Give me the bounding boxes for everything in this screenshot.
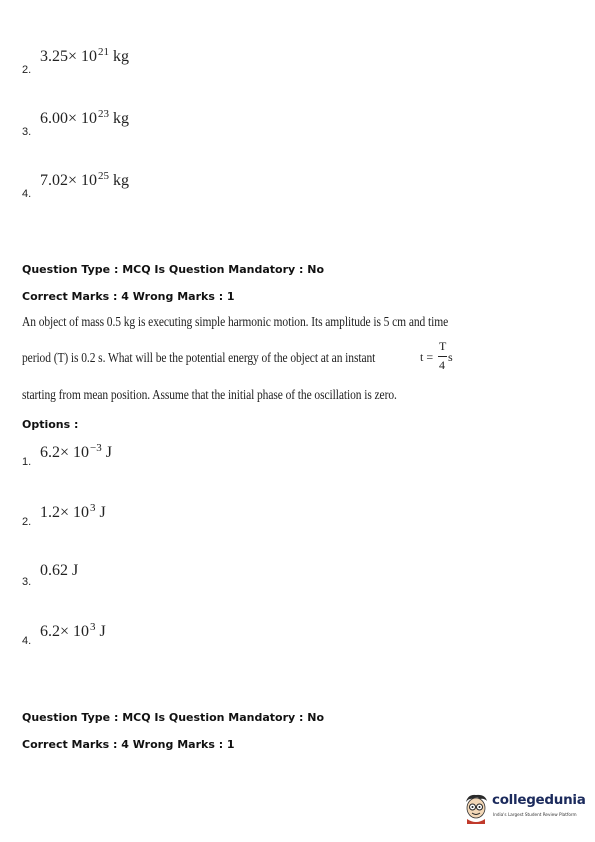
- formula-lhs: t =: [420, 350, 434, 364]
- option-value: [40, 562, 78, 580]
- option-exponent: 21: [98, 46, 110, 58]
- option-value: [40, 502, 106, 522]
- option-value: [40, 108, 129, 128]
- option-number: 3.: [22, 126, 32, 138]
- logo-wordmark: collegedunia: [492, 792, 586, 808]
- option-exponent: 3: [90, 502, 96, 514]
- option-unit: J: [99, 623, 106, 640]
- option-number: 2.: [22, 64, 32, 76]
- option-value: [40, 170, 129, 190]
- option-unit: kg: [113, 110, 130, 127]
- option-value: [40, 46, 129, 66]
- student-mascot-icon: [462, 792, 490, 824]
- question-text-line-3: starting from mean position. Assume that the initial phase of the oscillation is zero.: [22, 387, 397, 402]
- option-number: 3.: [22, 576, 32, 588]
- option-mantissa: 6.00× 10: [40, 110, 98, 127]
- next-question-type-line: Question Type : MCQ Is Question Mandatory : No: [22, 711, 325, 724]
- option-mantissa: 1.2× 10: [40, 504, 90, 521]
- formula-numerator: T: [439, 339, 447, 353]
- option-mantissa: 6.2× 10: [40, 444, 90, 461]
- option-number: 4.: [22, 188, 32, 200]
- formula-denominator: 4: [439, 358, 445, 372]
- option-unit: J: [99, 504, 106, 521]
- option-exponent: 3: [90, 621, 96, 633]
- logo-tagline: India's Largest Student Review Platform: [493, 812, 577, 817]
- option-number: 1.: [22, 456, 32, 468]
- question-text-line-2: period (T) is 0.2 s. What will be the potential energy of the object at an instant: [22, 350, 376, 365]
- option-mantissa: 7.02× 10: [40, 172, 98, 189]
- options-label: Options :: [22, 418, 79, 431]
- option-unit: kg: [113, 48, 130, 65]
- option-value: [40, 621, 106, 641]
- question-text-line-1: An object of mass 0.5 kg is executing simple harmonic motion. Its amplitude is 5 cm and time: [22, 314, 449, 329]
- option-value: [40, 442, 112, 462]
- question-type-line: Question Type : MCQ Is Question Mandatory : No: [22, 263, 325, 276]
- option-mantissa: 3.25× 10: [40, 48, 98, 65]
- option-exponent: 25: [98, 170, 110, 182]
- option-exponent: 23: [98, 108, 110, 120]
- next-question-marks-line: Correct Marks : 4 Wrong Marks : 1: [22, 738, 235, 751]
- option-unit: J: [105, 444, 112, 461]
- option-exponent: −3: [90, 442, 102, 454]
- option-mantissa: 6.2× 10: [40, 623, 90, 640]
- formula-unit: s: [448, 350, 453, 364]
- option-mantissa: 0.62: [40, 562, 68, 579]
- formula-fraction-bar: [438, 356, 447, 357]
- option-unit: J: [72, 562, 79, 579]
- question-marks-line: Correct Marks : 4 Wrong Marks : 1: [22, 290, 235, 303]
- collegedunia-logo: [460, 790, 585, 826]
- option-number: 4.: [22, 635, 32, 647]
- option-number: 2.: [22, 516, 32, 528]
- option-unit: kg: [113, 172, 130, 189]
